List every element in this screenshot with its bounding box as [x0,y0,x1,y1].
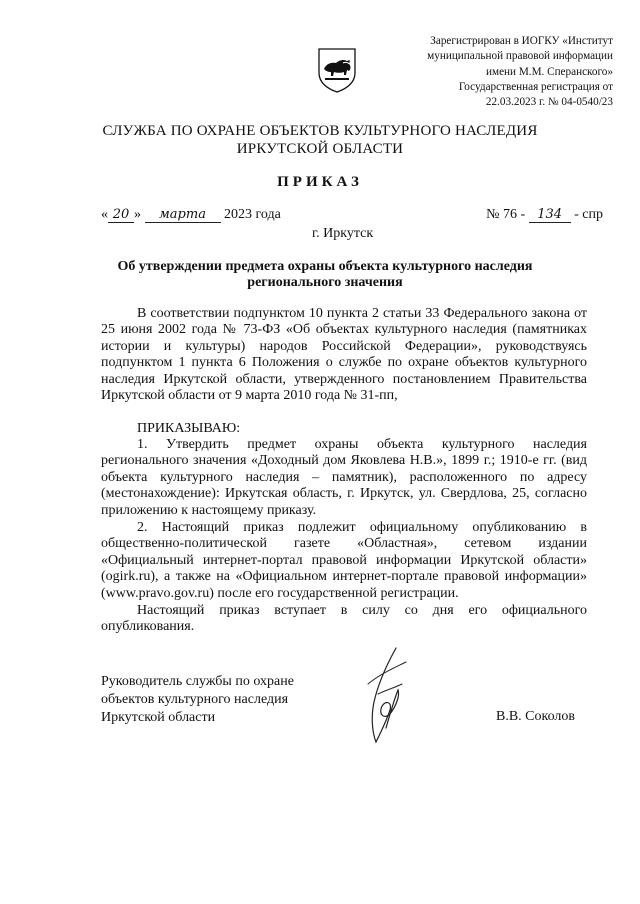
date-year: 2023 года [224,207,281,222]
date-open-quote: « [101,207,108,222]
date-month-handwritten: марта [145,208,221,223]
registration-line: Государственная регистрация от [458,80,613,93]
document-date [101,207,281,223]
signatory-title-line: Иркутской области [101,710,216,725]
number-suffix: - спр [574,207,603,222]
closing-paragraph: Настоящий приказ вступает в силу со дня его официального опубликования. [101,603,587,635]
signatory-title-line: объектов культурного наследия [101,692,289,707]
registration-line: муниципальной правовой информации [427,50,613,63]
date-day-handwritten: 20 [108,208,134,223]
date-close-quote: » [134,207,141,222]
registration-line: 22.03.2023 г. № 04-0540/23 [485,96,613,109]
signatory-title [101,673,294,727]
agency-name-line1: СЛУЖБА ПО ОХРАНЕ ОБЪЕКТОВ КУЛЬТУРНОГО НАСЛЕДИЯ [102,123,538,139]
coat-of-arms-emblem [317,47,357,93]
agency-name-line2: ИРКУТСКОЙ ОБЛАСТИ [236,141,404,157]
registration-note [353,34,613,110]
signatory-name: В.В. Соколов [496,709,576,724]
registration-line: имени М.М. Сперанского» [486,65,613,78]
signatory-title-line: Руководитель службы по охране [101,674,294,689]
item-1-paragraph: 1. Утвердить предмет охраны объекта культурного наследия регионального значения «Доходный дом Яковлева Н.В.», 1899 г.; 1910-е гг. (вид объекта культурного наследия – памятник), расположенного по адресу (местонахождение): Иркутская область, г. Иркутск, ул. Свердлова, 25, согласно приложению к настоящему приказу. [101,437,587,518]
order-word: ПРИКАЗЫВАЮ: [137,421,241,436]
document-number [486,207,603,223]
item-2-paragraph: 2. Настоящий приказ подлежит официальному опубликованию в общественно-политической газете «Областная», сетевом издании «Официальный интернет-портал правовой информации Иркутской области» (ogirk.ru), а также на «Официальном интернет-портале правовой информации» (www.pravo.gov.ru) после его государственной регистрации. [101,520,587,601]
registration-line: Зарегистрирован в ИОГКУ «Институт [430,35,613,47]
number-prefix: № 76 - [486,207,526,222]
preamble-paragraph: В соответствии подпунктом 10 пункта 2 статьи 33 Федерального закона от 25 июня 2002 года № 73-ФЗ «Об объектах культурного наследия (памятниках истории и культуры) народов Российской Федерации», руководствуясь подпунктом 1 пункта 6 Положения о службе по охране объектов культурного наследия Иркутской области, утвержденного постановлением Правительства Иркутской области от 9 марта 2010 года № 31-пп, [101,306,587,404]
number-handwritten: 134 [529,208,571,223]
city: г. Иркутск [312,226,374,241]
handwritten-signature [356,644,416,748]
document-title: Об утверждении предмета охраны объекта культурного наследия регионального значения [117,259,533,290]
document-type: ПРИКАЗ [277,174,363,190]
